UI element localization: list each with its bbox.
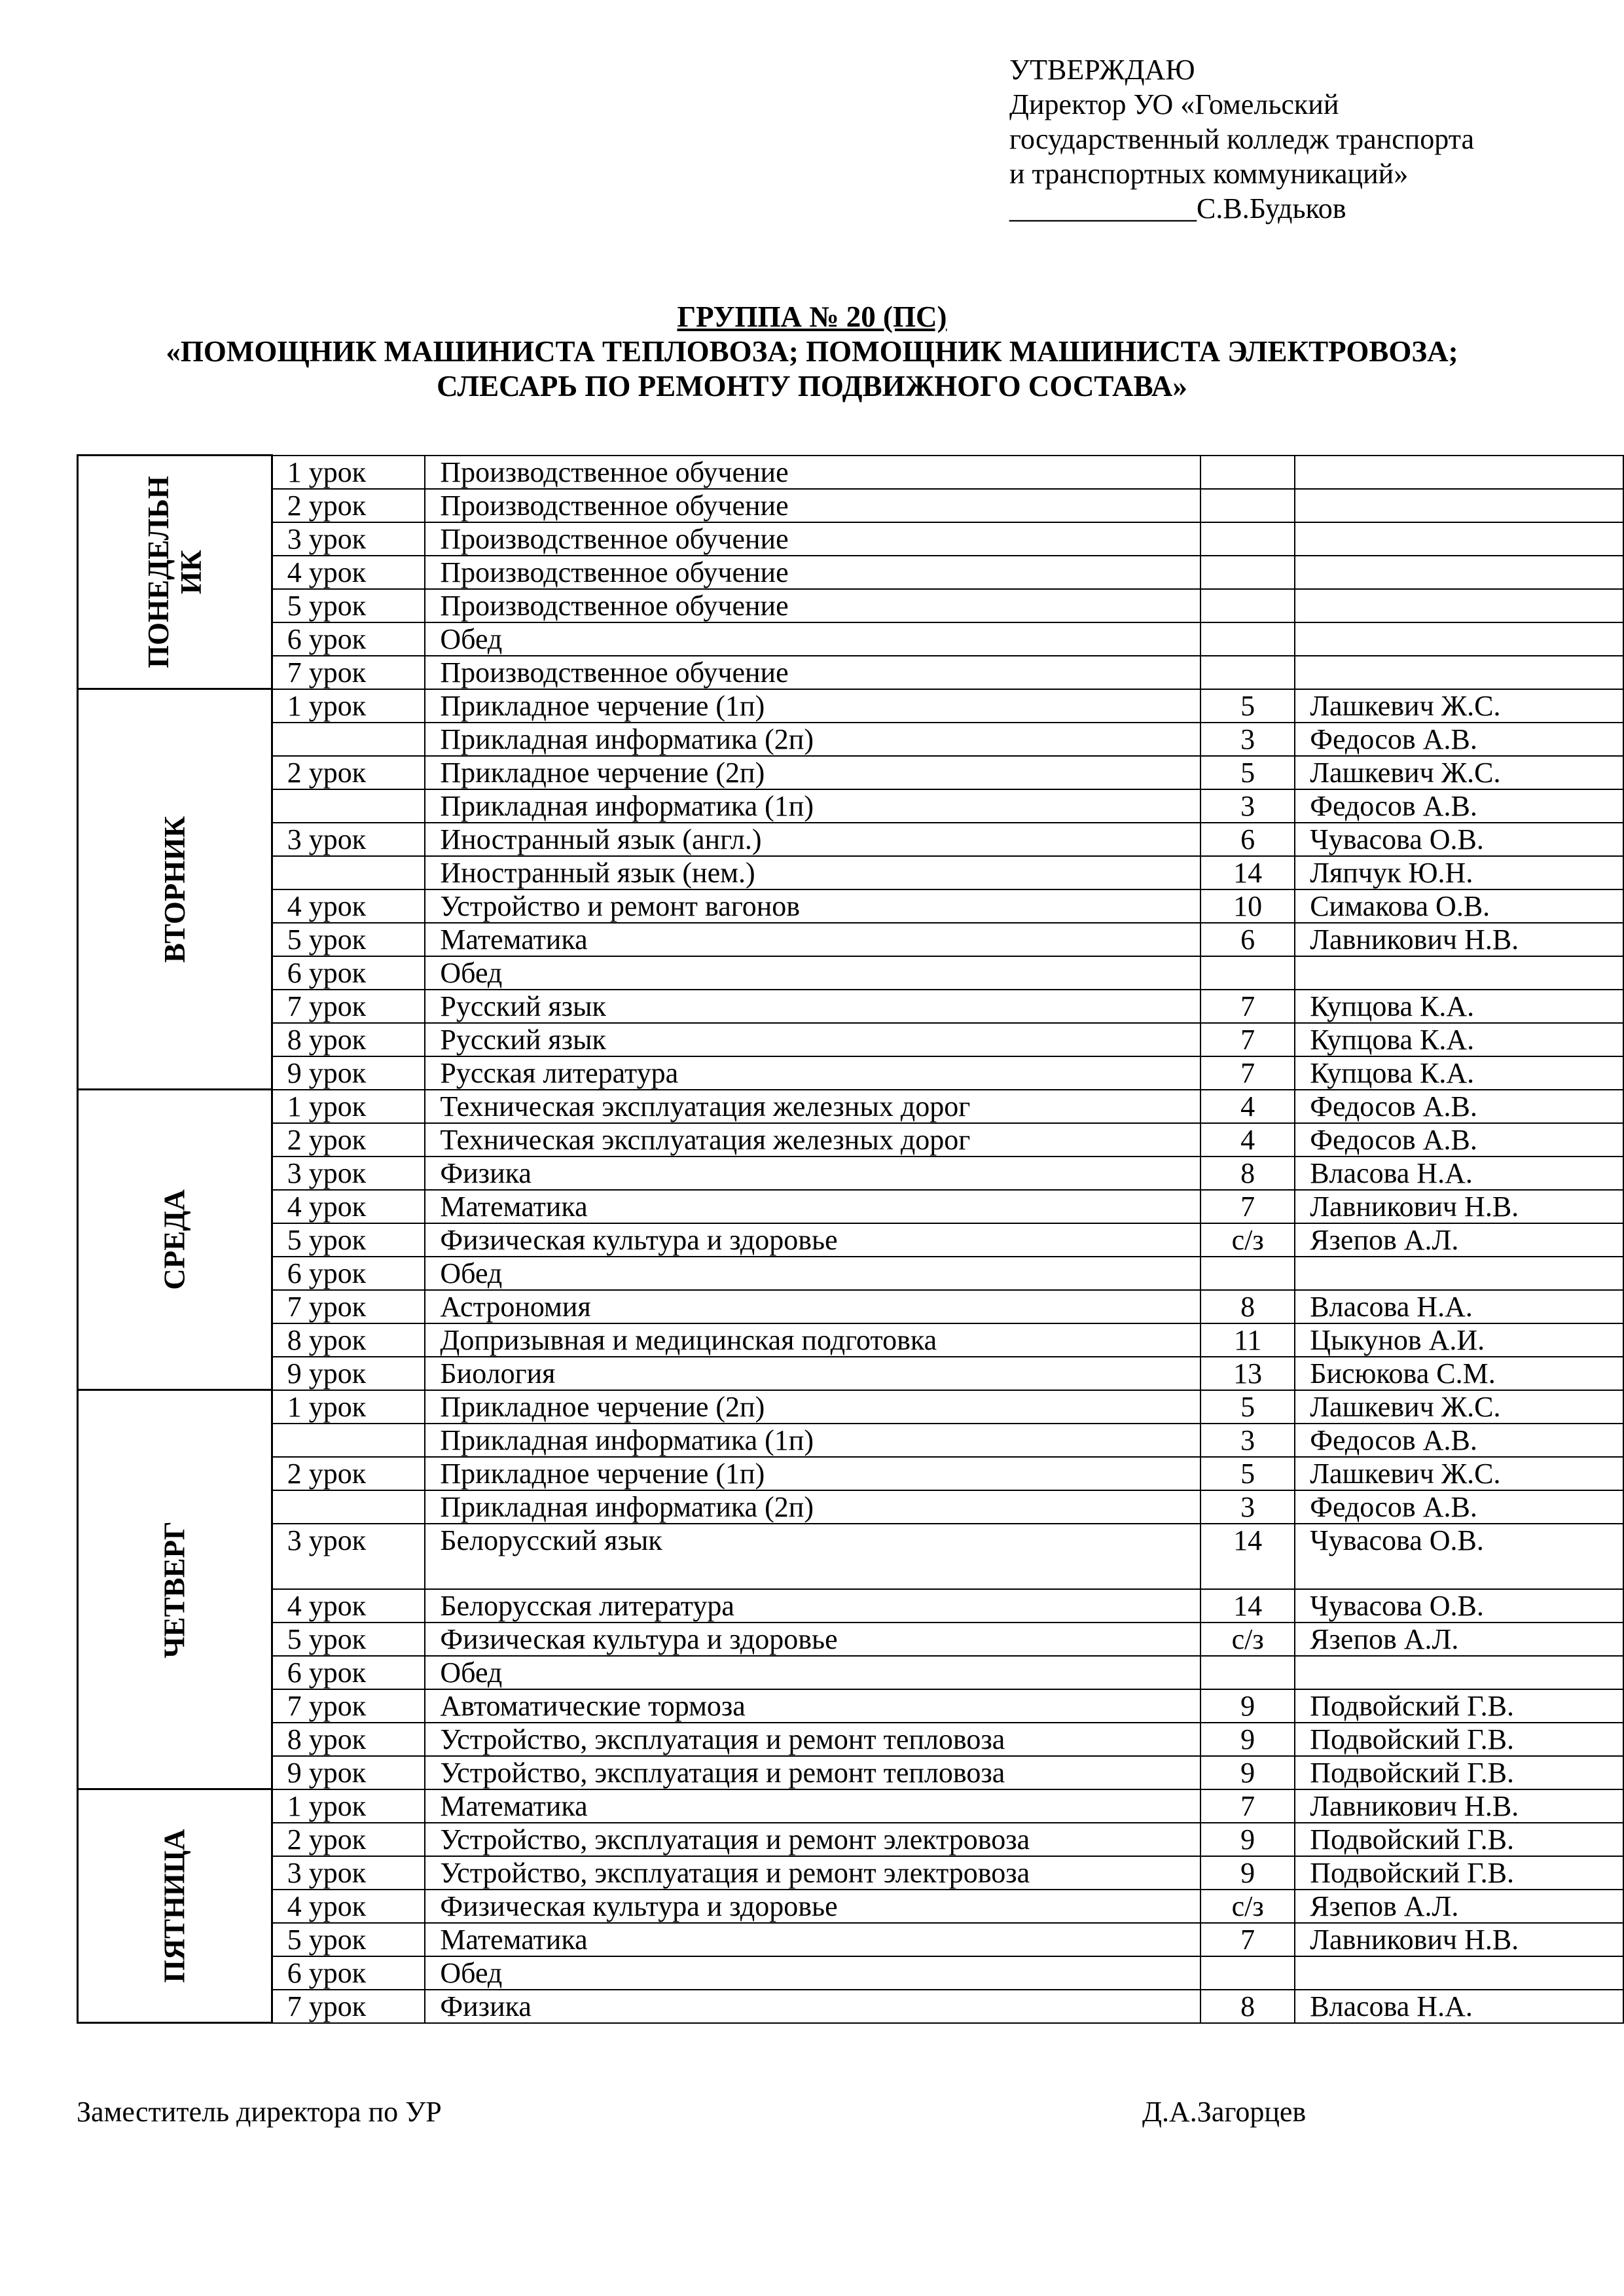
teacher-name: Федосов А.В. — [1295, 789, 1623, 823]
teacher-name: Федосов А.В. — [1295, 1123, 1623, 1157]
teacher-name: Язепов А.Л. — [1295, 1890, 1623, 1923]
room-number: 3 — [1200, 1490, 1295, 1524]
teacher-name: Бисюкова С.М. — [1295, 1357, 1623, 1390]
room-number: 7 — [1200, 1190, 1295, 1223]
schedule-row — [78, 723, 1624, 756]
subject-name: Иностранный язык (англ.) — [425, 823, 1200, 856]
schedule-row — [78, 1856, 1624, 1890]
subject-name: Физика — [425, 1990, 1200, 2023]
teacher-name — [1295, 589, 1623, 622]
lesson-number: 4 урок — [272, 1890, 425, 1923]
teacher-name: Федосов А.В. — [1295, 723, 1623, 756]
lesson-number: 7 урок — [272, 990, 425, 1023]
lesson-number: 4 урок — [272, 889, 425, 923]
subject-name: Устройство и ремонт вагонов — [425, 889, 1200, 923]
schedule-row — [78, 923, 1624, 956]
room-number — [1200, 456, 1295, 489]
teacher-name: Лашкевич Ж.С. — [1295, 689, 1623, 723]
schedule-row — [78, 1890, 1624, 1923]
room-number: 14 — [1200, 1524, 1295, 1589]
day-label-line: ПЯТНИЦА — [158, 1829, 191, 1983]
lesson-number: 5 урок — [272, 1923, 425, 1956]
lesson-number: 2 урок — [272, 756, 425, 789]
lesson-number: 8 урок — [272, 1323, 425, 1357]
teacher-name: Чувасова О.В. — [1295, 1524, 1623, 1589]
room-number — [1200, 556, 1295, 589]
room-number: 5 — [1200, 1457, 1295, 1490]
schedule-row — [78, 1689, 1624, 1723]
schedule-row — [78, 856, 1624, 889]
room-number — [1200, 956, 1295, 990]
room-number: 10 — [1200, 889, 1295, 923]
day-label-line: ЧЕТВЕРГ — [158, 1520, 191, 1659]
lesson-number: 1 урок — [272, 456, 425, 489]
schedule-row — [78, 1923, 1624, 1956]
lesson-number: 8 урок — [272, 1023, 425, 1056]
subject-name: Математика — [425, 1190, 1200, 1223]
lesson-number: 3 урок — [272, 1524, 425, 1589]
teacher-name: Федосов А.В. — [1295, 1424, 1623, 1457]
schedule-row — [78, 1490, 1624, 1524]
teacher-name: Лашкевич Ж.С. — [1295, 1390, 1623, 1424]
subject-name: Устройство, эксплуатация и ремонт электровоза — [425, 1823, 1200, 1856]
subject-name: Производственное обучение — [425, 522, 1200, 556]
lesson-number: 4 урок — [272, 556, 425, 589]
deputy-director-label: Заместитель директора по УР — [77, 2096, 442, 2128]
schedule-row — [78, 689, 1624, 723]
subject-name: Устройство, эксплуатация и ремонт электровоза — [425, 1856, 1200, 1890]
room-number: с/з — [1200, 1223, 1295, 1257]
day-label-line: ИК — [174, 550, 208, 594]
schedule-row — [78, 956, 1624, 990]
room-number — [1200, 1656, 1295, 1689]
teacher-name: Подвойский Г.В. — [1295, 1689, 1623, 1723]
subject-name: Обед — [425, 1656, 1200, 1689]
schedule-row — [78, 522, 1624, 556]
room-number: 9 — [1200, 1823, 1295, 1856]
room-number: 13 — [1200, 1357, 1295, 1390]
lesson-number: 3 урок — [272, 823, 425, 856]
schedule-table — [77, 454, 1624, 2024]
schedule-row — [78, 1789, 1624, 1823]
subject-name: Прикладное черчение (1п) — [425, 1457, 1200, 1490]
schedule-row — [78, 1990, 1624, 2023]
subject-name: Обед — [425, 1257, 1200, 1290]
lesson-number: 9 урок — [272, 1756, 425, 1789]
lesson-number: 6 урок — [272, 622, 425, 656]
approval-organization: государственный колледж транспорта — [1009, 123, 1474, 155]
teacher-name: Подвойский Г.В. — [1295, 1723, 1623, 1756]
schedule-row — [78, 1290, 1624, 1323]
subject-name: Устройство, эксплуатация и ремонт тепловоза — [425, 1756, 1200, 1789]
schedule-row — [78, 622, 1624, 656]
teacher-name: Лавникович Н.В. — [1295, 1923, 1623, 1956]
day-label-cell — [78, 456, 272, 689]
lesson-number: 2 урок — [272, 1123, 425, 1157]
subject-name: Производственное обучение — [425, 589, 1200, 622]
lesson-number: 6 урок — [272, 1257, 425, 1290]
room-number: 3 — [1200, 1424, 1295, 1457]
room-number: 11 — [1200, 1323, 1295, 1357]
schedule-row — [78, 1524, 1624, 1589]
day-label-line: СРЕДА — [158, 1189, 191, 1290]
lesson-number: 1 урок — [272, 1090, 425, 1123]
room-number: 6 — [1200, 823, 1295, 856]
teacher-name: Язепов А.Л. — [1295, 1623, 1623, 1656]
day-label-cell — [78, 1390, 272, 1789]
lesson-number: 6 урок — [272, 956, 425, 990]
lesson-number — [272, 856, 425, 889]
teacher-name: Власова Н.А. — [1295, 1990, 1623, 2023]
teacher-name: Симакова О.В. — [1295, 889, 1623, 923]
approval-position: Директор УО «Гомельский — [1009, 88, 1339, 120]
room-number: 9 — [1200, 1856, 1295, 1890]
subject-name: Прикладная информатика (2п) — [425, 1490, 1200, 1524]
subject-name: Математика — [425, 1789, 1200, 1823]
teacher-name — [1295, 489, 1623, 522]
teacher-name: Подвойский Г.В. — [1295, 1823, 1623, 1856]
schedule-row — [78, 756, 1624, 789]
subject-name: Производственное обучение — [425, 656, 1200, 689]
subject-name: Русская литература — [425, 1056, 1200, 1090]
approval-title: УТВЕРЖДАЮ — [1009, 54, 1195, 86]
day-label-cell — [78, 689, 272, 1090]
teacher-name — [1295, 956, 1623, 990]
teacher-name — [1295, 622, 1623, 656]
lesson-number: 6 урок — [272, 1656, 425, 1689]
subject-name: Математика — [425, 1923, 1200, 1956]
teacher-name: Лавникович Н.В. — [1295, 923, 1623, 956]
room-number: 8 — [1200, 1157, 1295, 1190]
teacher-name: Чувасова О.В. — [1295, 1589, 1623, 1623]
subject-name: Математика — [425, 923, 1200, 956]
subject-name: Допризывная и медицинская подготовка — [425, 1323, 1200, 1357]
schedule-row — [78, 1056, 1624, 1090]
subject-name: Обед — [425, 622, 1200, 656]
room-number — [1200, 589, 1295, 622]
room-number — [1200, 622, 1295, 656]
subject-name: Астрономия — [425, 1290, 1200, 1323]
room-number: 4 — [1200, 1090, 1295, 1123]
day-label-line: ВТОРНИК — [158, 816, 191, 963]
lesson-number: 9 урок — [272, 1056, 425, 1090]
teacher-name: Федосов А.В. — [1295, 1090, 1623, 1123]
teacher-name: Цыкунов А.И. — [1295, 1323, 1623, 1357]
schedule-row — [78, 1257, 1624, 1290]
room-number: 4 — [1200, 1123, 1295, 1157]
document-title — [0, 300, 1624, 404]
lesson-number: 1 урок — [272, 1789, 425, 1823]
day-label-cell — [78, 1090, 272, 1390]
room-number: 14 — [1200, 1589, 1295, 1623]
lesson-number — [272, 789, 425, 823]
subject-name: Русский язык — [425, 1023, 1200, 1056]
schedule-row — [78, 1157, 1624, 1190]
teacher-name: Ляпчук Ю.Н. — [1295, 856, 1623, 889]
subject-name: Иностранный язык (нем.) — [425, 856, 1200, 889]
lesson-number: 3 урок — [272, 1856, 425, 1890]
subject-name: Производственное обучение — [425, 556, 1200, 589]
schedule-row — [78, 1623, 1624, 1656]
subject-name: Техническая эксплуатация железных дорог — [425, 1090, 1200, 1123]
day-label — [158, 1189, 191, 1289]
room-number: с/з — [1200, 1890, 1295, 1923]
subject-name: Физическая культура и здоровье — [425, 1223, 1200, 1257]
lesson-number: 3 урок — [272, 522, 425, 556]
room-number: 7 — [1200, 1789, 1295, 1823]
room-number: 9 — [1200, 1689, 1295, 1723]
room-number: с/з — [1200, 1623, 1295, 1656]
subject-name: Обед — [425, 956, 1200, 990]
teacher-name: Купцова К.А. — [1295, 990, 1623, 1023]
room-number: 9 — [1200, 1723, 1295, 1756]
subject-name: Прикладное черчение (1п) — [425, 689, 1200, 723]
teacher-name: Лавникович Н.В. — [1295, 1190, 1623, 1223]
subject-name: Физическая культура и здоровье — [425, 1890, 1200, 1923]
teacher-name — [1295, 556, 1623, 589]
schedule-row — [78, 556, 1624, 589]
schedule-row — [78, 1823, 1624, 1856]
lesson-number: 5 урок — [272, 1623, 425, 1656]
room-number: 3 — [1200, 723, 1295, 756]
day-label — [158, 816, 191, 963]
specialty-title-line2: СЛЕСАРЬ ПО РЕМОНТУ ПОДВИЖНОГО СОСТАВА» — [437, 370, 1187, 403]
lesson-number: 4 урок — [272, 1190, 425, 1223]
schedule-row — [78, 1323, 1624, 1357]
schedule-row — [78, 1090, 1624, 1123]
schedule-row — [78, 990, 1624, 1023]
lesson-number — [272, 723, 425, 756]
schedule-row — [78, 1357, 1624, 1390]
lesson-number: 7 урок — [272, 1990, 425, 2023]
subject-name: Производственное обучение — [425, 489, 1200, 522]
day-label — [142, 476, 208, 668]
group-title: ГРУППА № 20 (ПС) — [677, 300, 947, 333]
subject-name: Физическая культура и здоровье — [425, 1623, 1200, 1656]
teacher-name — [1295, 1257, 1623, 1290]
teacher-name: Лавникович Н.В. — [1295, 1789, 1623, 1823]
lesson-number: 8 урок — [272, 1723, 425, 1756]
teacher-name: Подвойский Г.В. — [1295, 1856, 1623, 1890]
lesson-number: 2 урок — [272, 1457, 425, 1490]
teacher-name: Язепов А.Л. — [1295, 1223, 1623, 1257]
room-number: 7 — [1200, 1923, 1295, 1956]
teacher-name: Подвойский Г.В. — [1295, 1756, 1623, 1789]
teacher-name: Власова Н.А. — [1295, 1157, 1623, 1190]
lesson-number: 5 урок — [272, 589, 425, 622]
teacher-name: Чувасова О.В. — [1295, 823, 1623, 856]
schedule-row — [78, 656, 1624, 689]
lesson-number: 5 урок — [272, 1223, 425, 1257]
schedule-row — [78, 1589, 1624, 1623]
subject-name: Устройство, эксплуатация и ремонт тепловоза — [425, 1723, 1200, 1756]
schedule-row — [78, 1424, 1624, 1457]
lesson-number: 5 урок — [272, 923, 425, 956]
deputy-director-name: Д.А.Загорцев — [1142, 2096, 1307, 2128]
subject-name: Русский язык — [425, 990, 1200, 1023]
room-number — [1200, 656, 1295, 689]
room-number: 5 — [1200, 756, 1295, 789]
room-number: 14 — [1200, 856, 1295, 889]
schedule-row — [78, 823, 1624, 856]
room-number — [1200, 1956, 1295, 1990]
lesson-number: 7 урок — [272, 656, 425, 689]
subject-name: Автоматические тормоза — [425, 1689, 1200, 1723]
subject-name: Прикладная информатика (2п) — [425, 723, 1200, 756]
lesson-number: 3 урок — [272, 1157, 425, 1190]
teacher-name — [1295, 456, 1623, 489]
subject-name: Белорусский язык — [425, 1524, 1200, 1589]
teacher-name — [1295, 1956, 1623, 1990]
approval-organization-cont: и транспортных коммуникаций» — [1009, 158, 1409, 190]
room-number: 5 — [1200, 1390, 1295, 1424]
subject-name: Прикладная информатика (1п) — [425, 1424, 1200, 1457]
room-number: 6 — [1200, 923, 1295, 956]
lesson-number: 1 урок — [272, 1390, 425, 1424]
lesson-number: 9 урок — [272, 1357, 425, 1390]
teacher-name — [1295, 522, 1623, 556]
room-number — [1200, 1257, 1295, 1290]
room-number — [1200, 522, 1295, 556]
room-number: 8 — [1200, 1290, 1295, 1323]
schedule-row — [78, 1723, 1624, 1756]
subject-name: Биология — [425, 1357, 1200, 1390]
room-number: 7 — [1200, 1023, 1295, 1056]
room-number: 7 — [1200, 990, 1295, 1023]
lesson-number: 6 урок — [272, 1956, 425, 1990]
schedule-row — [78, 1223, 1624, 1257]
subject-name: Производственное обучение — [425, 456, 1200, 489]
approval-block — [1009, 52, 1474, 226]
lesson-number: 7 урок — [272, 1290, 425, 1323]
day-label — [158, 1829, 191, 1982]
room-number: 5 — [1200, 689, 1295, 723]
subject-name: Физика — [425, 1157, 1200, 1190]
schedule-row — [78, 1457, 1624, 1490]
subject-name: Техническая эксплуатация железных дорог — [425, 1123, 1200, 1157]
approval-signature: _____________С.В.Будьков — [1009, 192, 1346, 224]
day-label — [158, 1521, 191, 1658]
schedule-row — [78, 456, 1624, 489]
room-number: 7 — [1200, 1056, 1295, 1090]
teacher-name — [1295, 656, 1623, 689]
day-label-cell — [78, 1789, 272, 2023]
subject-name: Обед — [425, 1956, 1200, 1990]
subject-name: Прикладное черчение (2п) — [425, 1390, 1200, 1424]
teacher-name — [1295, 1656, 1623, 1689]
teacher-name: Федосов А.В. — [1295, 1490, 1623, 1524]
schedule-row — [78, 489, 1624, 522]
schedule-row — [78, 1756, 1624, 1789]
teacher-name: Лашкевич Ж.С. — [1295, 756, 1623, 789]
schedule-row — [78, 1656, 1624, 1689]
lesson-number: 4 урок — [272, 1589, 425, 1623]
room-number: 8 — [1200, 1990, 1295, 2023]
specialty-title-line1: «ПОМОЩНИК МАШИНИСТА ТЕПЛОВОЗА; ПОМОЩНИК МАШИНИСТА ЭЛЕКТРОВОЗА; — [166, 335, 1458, 368]
lesson-number — [272, 1424, 425, 1457]
teacher-name: Лашкевич Ж.С. — [1295, 1457, 1623, 1490]
schedule-row — [78, 1390, 1624, 1424]
room-number: 9 — [1200, 1756, 1295, 1789]
schedule-row — [78, 1956, 1624, 1990]
lesson-number: 7 урок — [272, 1689, 425, 1723]
teacher-name: Власова Н.А. — [1295, 1290, 1623, 1323]
subject-name: Прикладное черчение (2п) — [425, 756, 1200, 789]
teacher-name: Купцова К.А. — [1295, 1023, 1623, 1056]
day-label-line: ПОНЕДЕЛЬН — [141, 476, 175, 668]
room-number — [1200, 489, 1295, 522]
schedule-row — [78, 1123, 1624, 1157]
schedule-row — [78, 589, 1624, 622]
subject-name: Белорусская литература — [425, 1589, 1200, 1623]
teacher-name: Купцова К.А. — [1295, 1056, 1623, 1090]
room-number: 3 — [1200, 789, 1295, 823]
schedule-row — [78, 1023, 1624, 1056]
lesson-number: 2 урок — [272, 1823, 425, 1856]
lesson-number: 1 урок — [272, 689, 425, 723]
lesson-number — [272, 1490, 425, 1524]
subject-name: Прикладная информатика (1п) — [425, 789, 1200, 823]
schedule-row — [78, 889, 1624, 923]
schedule-row — [78, 1190, 1624, 1223]
schedule-row — [78, 789, 1624, 823]
lesson-number: 2 урок — [272, 489, 425, 522]
